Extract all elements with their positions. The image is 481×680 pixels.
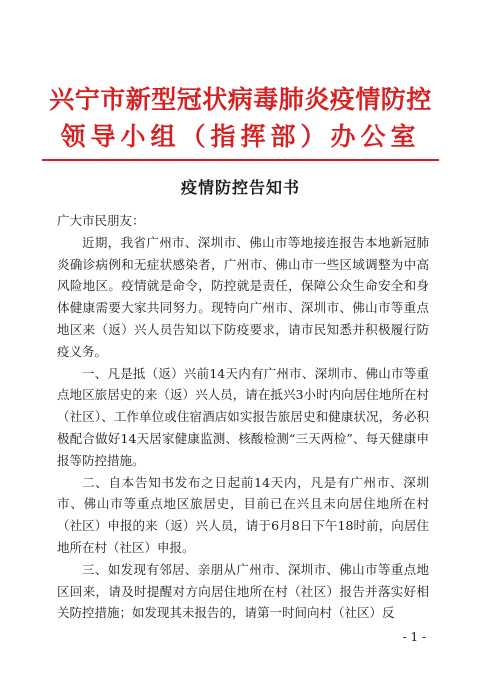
header-divider: [42, 159, 439, 161]
salutation: 广大市民朋友：: [57, 213, 145, 228]
paragraph: 近期，我省广州市、深圳市、佛山市等地接连报告本地新冠肺炎确诊病例和无症状感染者，广州市、佛山市一些区域调整为中高风险地区。疫情就是命令，防控就是责任，保障公众生命安全和身体健康需要大家共同努力。现特向广州市、深圳市、佛山市等重点地区来（返）兴人员告知以下防疫要求，请市民知悉并积极履行防疫义务。: [57, 234, 429, 359]
notice-body: [57, 210, 429, 624]
header-line-2: 领导小组（指挥部）办公室: [60, 122, 421, 151]
page-number: - 1 -: [402, 630, 426, 644]
paragraph: 三、如发现有邻居、亲朋从广州市、深圳市、佛山市等重点地区回来，请及时提醒对方向居住地所在村（社区）报告并落实好相关防控措施；如发现其未报告的，请第一时间向村（社区）反: [57, 561, 429, 621]
paragraph: 一、凡是抵（返）兴前14天内有广州市、深圳市、佛山市等重点地区旅居史的来（返）兴人员，请在抵兴3小时内向居住地所在村（社区）、工作单位或住宿酒店如实报告旅居史和健康状况，务必积极配合做好14天居家健康监测、核酸检测“三天两检”、每天健康申报等防控措施。: [57, 365, 429, 468]
header-line-1: 兴宁市新型冠状病毒肺炎疫情防控: [49, 85, 432, 114]
paragraph: 二、自本告知书发布之日起前14天内，凡是有广州市、深圳市、佛山市等重点地区旅居史，目前已在兴且未向居住地所在村（社区）申报的来（返）兴人员，请于6月8日下午18时前，向居住地所在村（社区）申报。: [57, 474, 429, 555]
notice-title: 疫情防控告知书: [180, 178, 300, 197]
